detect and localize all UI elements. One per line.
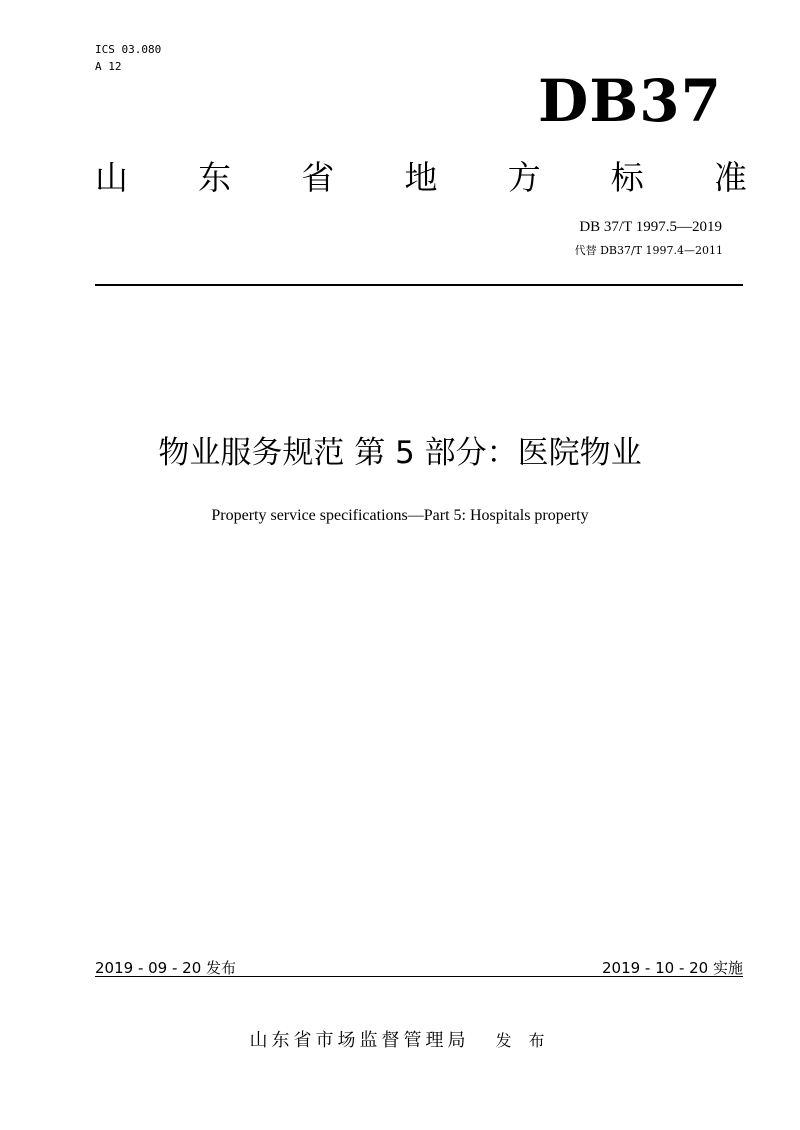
standard-code: DB 37/T 1997.5—2019 [579,219,722,235]
publish-date: 2019 - 09 - 20 发布 [95,959,237,977]
ccs-code: A 12 [95,60,122,73]
standard-type [95,156,747,200]
header-divider [95,284,743,286]
standard-type-char: 地 [404,158,438,197]
document-title: 物业服务规范 第 5 部分：医院物业 [158,435,642,471]
standard-logo: DB37 [537,67,722,135]
standard-type-char: 准 [713,158,747,197]
standard-type-char: 东 [198,158,232,197]
classification-codes [95,41,161,75]
replaces-note: 代替 DB37/T 1997.4—2011 [574,244,723,257]
ics-code: ICS 03.080 [95,43,162,56]
standard-type-char: 山 [95,158,128,197]
effective-date: 2019 - 10 - 20 实施 [601,959,743,977]
issuer-name: 山东省市场监督管理局 [249,1030,470,1051]
issued-label: 发 布 [495,1031,551,1050]
standard-type-char: 标 [610,158,644,197]
standard-type-char: 方 [507,158,541,197]
standard-type-char: 省 [301,158,335,197]
document-title-english: Property service specifications—Part 5: Hospitals property [211,507,589,524]
footer-divider [95,976,743,977]
issuer-line [0,1028,800,1054]
